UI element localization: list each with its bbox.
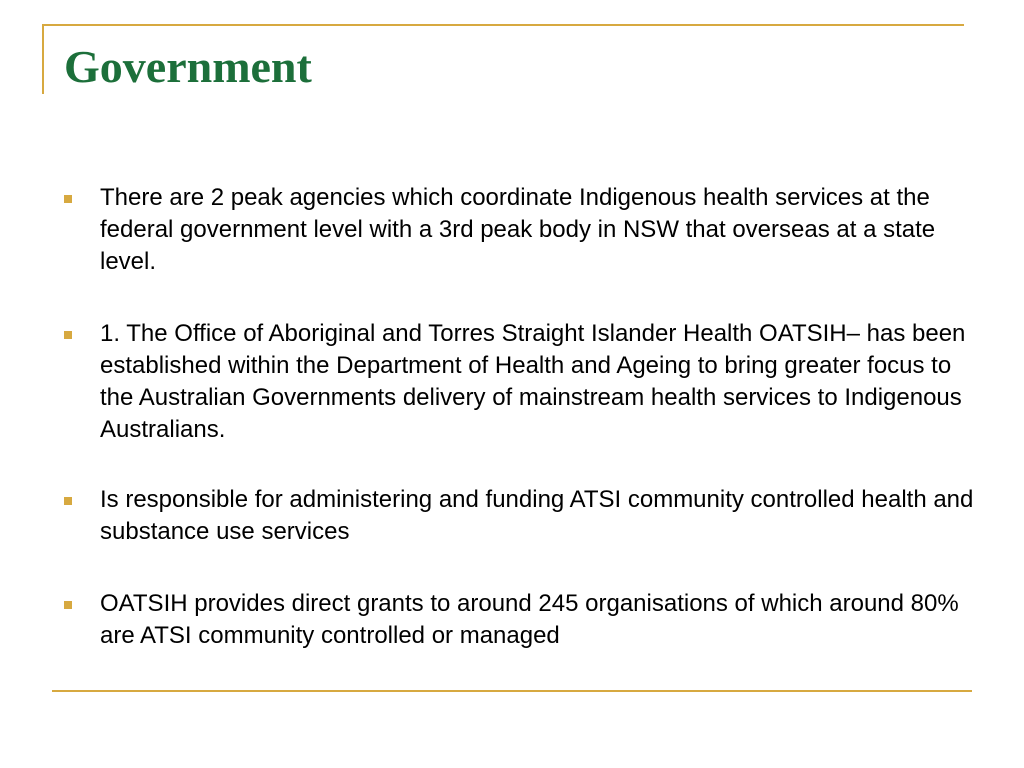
- square-bullet-icon: [64, 601, 72, 609]
- bullet-item-4: [64, 588, 974, 652]
- bullet-list: [64, 182, 974, 692]
- frame-left-line: [42, 24, 44, 94]
- bullet-text-3: Is responsible for administering and funding ATSI community controlled health and substance use services: [100, 486, 974, 545]
- square-bullet-icon: [64, 331, 72, 339]
- bullet-item-2: [64, 318, 974, 446]
- frame-top-line: [42, 24, 964, 26]
- bullet-text-1: There are 2 peak agencies which coordinate Indigenous health services at the federal government level with a 3rd peak body in NSW that overseas at a state level.: [100, 184, 936, 275]
- frame-bottom-line: [52, 690, 972, 692]
- bullet-item-3: [64, 484, 974, 548]
- square-bullet-icon: [64, 195, 72, 203]
- slide-title: Government: [64, 41, 312, 92]
- bullet-text-2: 1. The Office of Aboriginal and Torres Straight Islander Health OATSIH– has been established within the Department of Health and Ageing to bring greater focus to the Australian Governments delivery of mainstream health services to Indigenous Australians.: [100, 320, 966, 443]
- bullet-text-4: OATSIH provides direct grants to around 245 organisations of which around 80% are ATSI community controlled or managed: [100, 590, 959, 649]
- bullet-item-1: [64, 182, 974, 278]
- square-bullet-icon: [64, 497, 72, 505]
